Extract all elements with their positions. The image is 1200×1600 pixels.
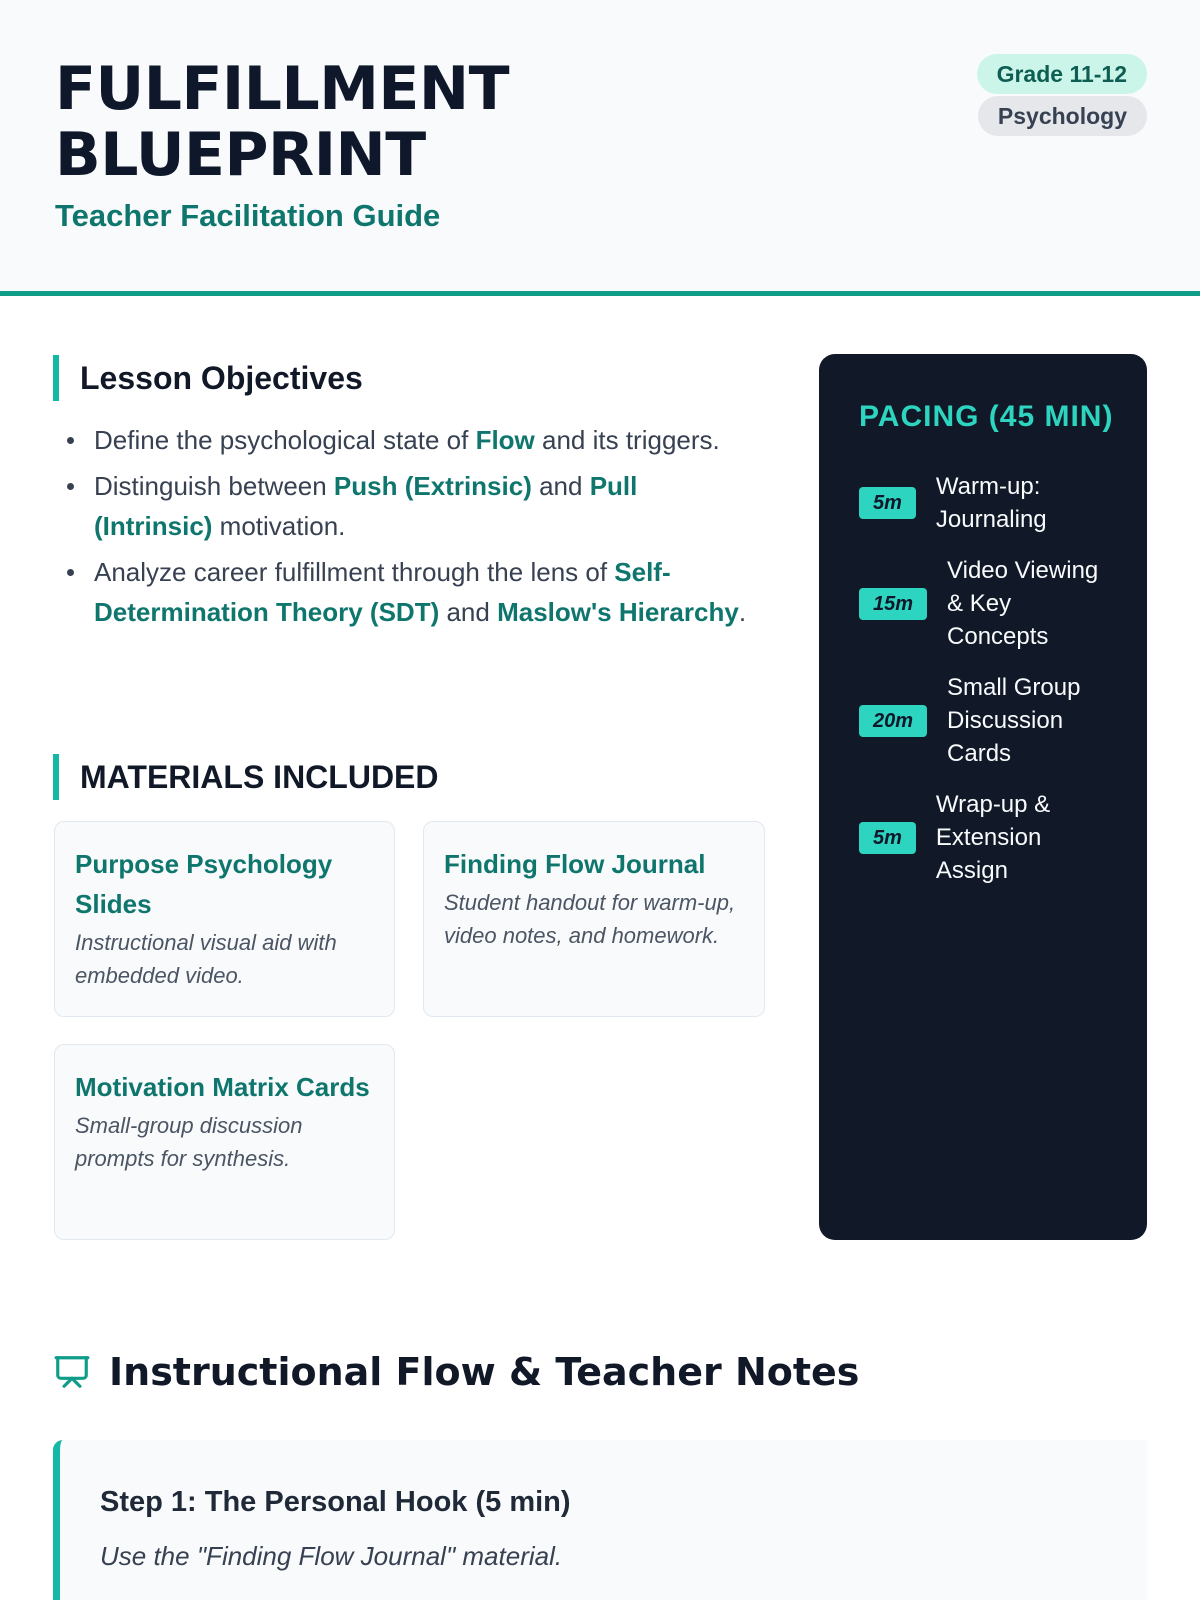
pacing-label: Wrap-up & Extension Assign xyxy=(935,791,1051,884)
step-card xyxy=(53,1440,1147,1600)
objective-item: Distinguish between Push (Extrinsic) and Pull (Intrinsic) motivation. xyxy=(62,466,752,546)
material-card-desc: Student handout for warm-up, video notes, and homework. xyxy=(444,890,736,948)
material-card xyxy=(54,1044,395,1240)
objective-item: Analyze career fulfillment through the lens of Self-Determination Theory (SDT) and Maslow's Hierarchy. xyxy=(62,552,752,632)
badge-group xyxy=(977,54,1147,136)
instructional-flow-heading: Instructional Flow & Teacher Notes xyxy=(109,1350,860,1394)
material-card-desc: Small-group discussion prompts for synthesis. xyxy=(75,1113,303,1171)
pacing-time-badge: 15m xyxy=(859,588,927,620)
step-description: Use the "Finding Flow Journal" material. xyxy=(100,1541,563,1571)
material-card-title: Purpose Psychology Slides xyxy=(75,849,333,919)
material-card-title: Motivation Matrix Cards xyxy=(75,1072,370,1102)
step-title: Step 1: The Personal Hook (5 min) xyxy=(100,1486,571,1518)
subject-badge: Psychology xyxy=(978,96,1147,136)
pacing-time-badge: 20m xyxy=(859,705,927,737)
title-line-1: FULFILLMENT xyxy=(55,54,510,124)
materials-heading: MATERIALS INCLUDED xyxy=(53,754,439,800)
pacing-item xyxy=(859,671,1117,770)
pacing-item xyxy=(859,470,1117,536)
pacing-item xyxy=(859,554,1117,653)
page-header xyxy=(0,0,1200,296)
grade-badge: Grade 11-12 xyxy=(977,54,1147,94)
page-title xyxy=(55,56,509,188)
pacing-item xyxy=(859,788,1117,887)
pacing-panel xyxy=(819,354,1147,1240)
page-subtitle: Teacher Facilitation Guide xyxy=(55,198,441,233)
title-line-2: BLUEPRINT xyxy=(55,120,426,190)
pacing-heading: PACING (45 MIN) xyxy=(859,400,1114,433)
instructional-flow-header xyxy=(53,1350,859,1394)
material-card-title: Finding Flow Journal xyxy=(444,849,706,879)
objectives-list xyxy=(62,420,752,638)
pacing-time-badge: 5m xyxy=(859,487,916,519)
pacing-time-badge: 5m xyxy=(859,822,916,854)
objective-item: Define the psychological state of Flow and its triggers. xyxy=(62,420,752,460)
material-card xyxy=(54,821,395,1017)
material-card xyxy=(423,821,765,1017)
pacing-label: Small Group Discussion Cards xyxy=(947,674,1081,767)
material-card-desc: Instructional visual aid with embedded video. xyxy=(75,930,337,988)
presentation-icon xyxy=(53,1353,91,1391)
pacing-label: Video Viewing & Key Concepts xyxy=(947,557,1099,650)
pacing-label: Warm-up: Journaling xyxy=(935,473,1047,533)
objectives-heading: Lesson Objectives xyxy=(53,355,363,401)
